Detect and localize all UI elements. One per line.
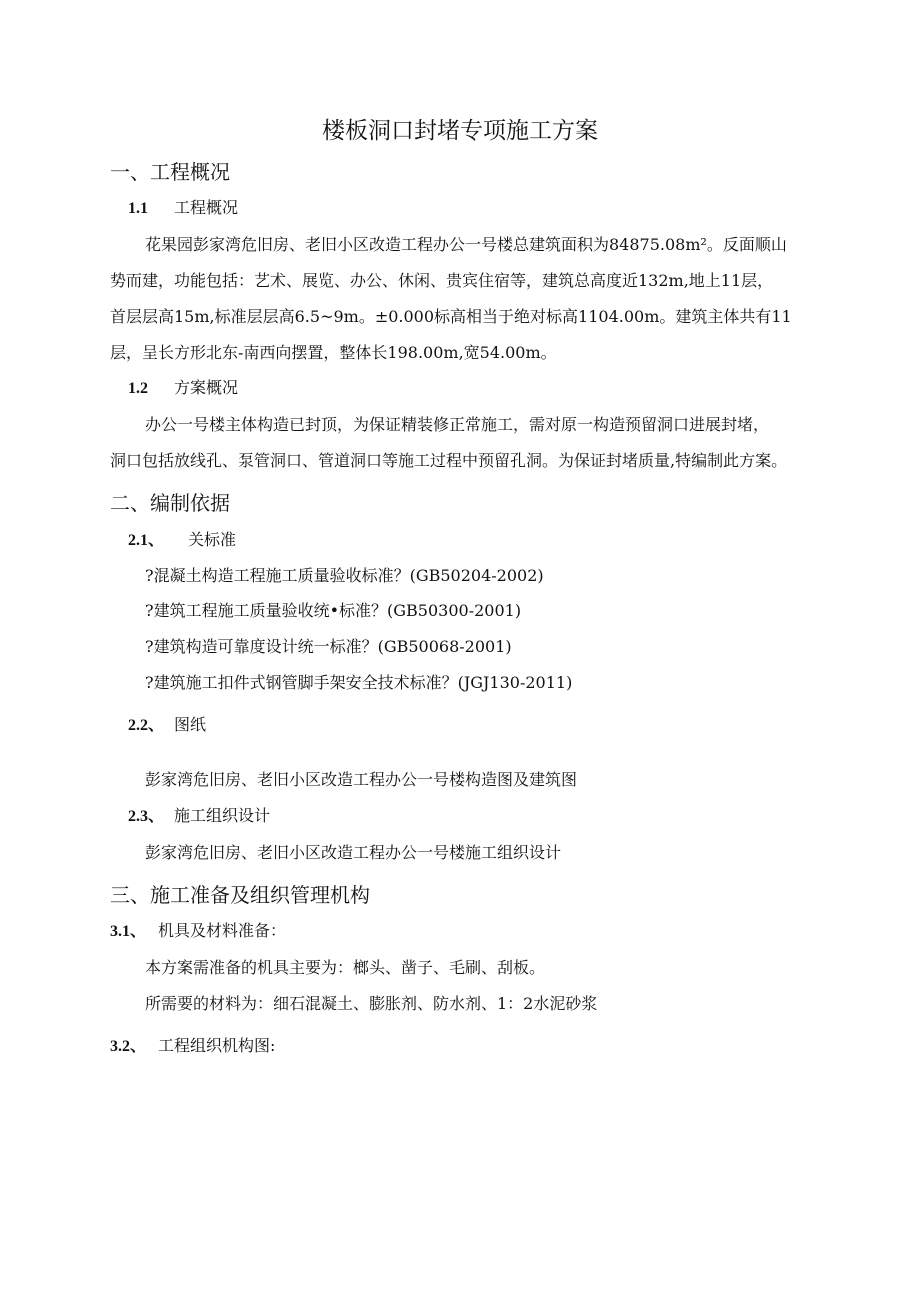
subsection-1-1-heading xyxy=(128,200,238,217)
subsection-number: 2.1、 xyxy=(128,532,165,549)
standard-item: ?建筑施工扣件式钢管脚手架安全技术标准？(JGJ130-2011) xyxy=(145,673,573,692)
document-title: 楼板洞口封堵专项施工方案 xyxy=(322,118,598,144)
section-2-heading: 二、编制依据 xyxy=(110,491,230,515)
materials-text: 所需要的材料为：细石混凝土、膨胀剂、防水剂、1：2水泥砂浆 xyxy=(145,994,598,1013)
subsection-number: 3.1、 xyxy=(110,923,147,940)
subsection-number: 2.3、 xyxy=(128,808,165,825)
subsection-2-3-heading xyxy=(128,808,270,825)
standard-item: ?混凝土构造工程施工质量验收标准？(GB50204-2002) xyxy=(145,566,544,585)
subsection-3-1-heading xyxy=(110,923,286,940)
org-design-text: 彭家湾危旧房、老旧小区改造工程办公一号楼施工组织设计 xyxy=(145,843,562,862)
subsection-label: 关标准 xyxy=(188,530,237,549)
standard-item: ?建筑工程施工质量验收统•标准？(GB50300-2001) xyxy=(145,601,522,620)
subsection-1-2-heading xyxy=(128,380,238,397)
paragraph-line: 办公一号楼主体构造已封顶，为保证精装修正常施工，需对原一构造预留洞口进展封堵， xyxy=(145,415,770,434)
paragraph-line: 首层层高15m,标准层层高6.5~9m。±0.000标高相当于绝对标高1104.00m。建筑主体共有11 xyxy=(110,307,792,326)
subsection-number: 2.2、 xyxy=(128,717,165,734)
subsection-3-2-heading xyxy=(110,1038,275,1055)
subsection-label: 方案概况 xyxy=(174,378,239,397)
subsection-label: 机具及材料准备： xyxy=(158,921,287,940)
subsection-2-1-heading xyxy=(128,532,236,549)
drawings-text: 彭家湾危旧房、老旧小区改造工程办公一号楼构造图及建筑图 xyxy=(145,770,578,789)
subsection-label: 工程组织机构图: xyxy=(158,1036,276,1055)
subsection-label: 图纸 xyxy=(174,715,207,734)
subsection-number: 1.2 xyxy=(128,380,148,397)
subsection-number: 1.1 xyxy=(128,200,148,217)
section-3-heading: 三、施工准备及组织管理机构 xyxy=(110,883,370,907)
paragraph-line: 层，呈长方形北东-南西向摆置，整体长198.00m,宽54.00m。 xyxy=(110,343,557,362)
subsection-2-2-heading xyxy=(128,717,206,734)
tools-text: 本方案需准备的机具主要为：榔头、凿子、毛刷、刮板。 xyxy=(145,958,546,977)
paragraph-line: 洞口包括放线孔、泵管洞口、管道洞口等施工过程中预留孔洞。为保证封堵质量,特编制此方案。 xyxy=(110,451,788,470)
subsection-label: 施工组织设计 xyxy=(174,806,271,825)
standard-item: ?建筑构造可靠度设计统一标准？(GB50068-2001) xyxy=(145,637,512,656)
subsection-label: 工程概况 xyxy=(174,198,239,217)
paragraph-line: 花果园彭家湾危旧房、老旧小区改造工程办公一号楼总建筑面积为84875.08m²。反面顺山 xyxy=(145,235,787,254)
section-1-heading: 一、工程概况 xyxy=(110,160,230,184)
paragraph-line: 势而建，功能包括：艺术、展览、办公、休闲、贵宾住宿等，建筑总高度近132m,地上11层， xyxy=(110,271,774,290)
subsection-number: 3.2、 xyxy=(110,1038,147,1055)
